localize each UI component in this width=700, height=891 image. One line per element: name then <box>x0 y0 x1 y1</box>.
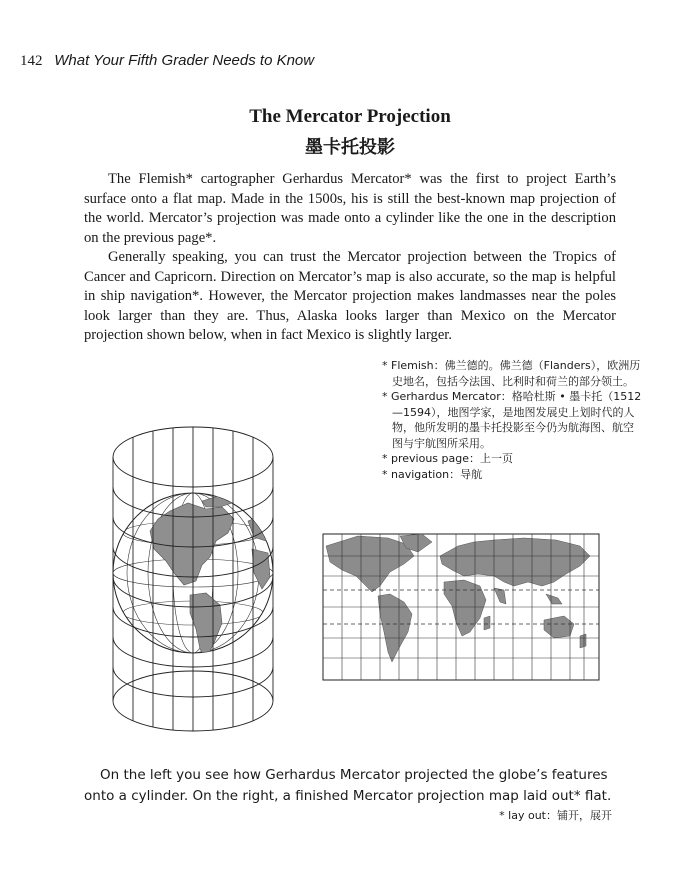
paragraph-2: Generally speaking, you can trust the Mercator projection between the Tropics of Cancer and Capricorn. Direction on Mercator’s map is also accurate, so the map is helpful in ship navigation*. However, the Mercator projection makes landmasses near the poles look larger than they are. Thus, Alaska looks larger than Mexico on the Mercator projection shown below, when in fact Mexico is slightly larger. <box>84 249 616 343</box>
body-text <box>84 170 616 346</box>
figure-caption <box>84 765 632 807</box>
section-title: The Mercator Projection <box>249 106 451 127</box>
caption-footnote: * lay out：铺开，展开 <box>499 809 612 822</box>
page-number: 142 <box>20 53 43 69</box>
note-mercator: * Gerhardus Mercator：格哈杜斯 • 墨卡托（1512—1594），地图学家，是地图发展史上划时代的人物，他所发明的墨卡托投影至今仍为航海图、航空图与宇航图所采用。 <box>382 390 642 450</box>
mercator-map-illustration <box>318 532 604 684</box>
vocabulary-notes <box>382 358 644 482</box>
note-flemish: * Flemish：佛兰德的。佛兰德（Flanders），欧洲历史地名，包括今法国、比利时和荷兰的部分领土。 <box>382 359 641 388</box>
caption-text: On the left you see how Gerhardus Mercator projected the globe’s features onto a cylinder. On the right, a finished Mercator projection map laid out* flat. <box>84 767 612 804</box>
note-previous-page: * previous page：上一页 <box>382 452 513 465</box>
book-title: What Your Fifth Grader Needs to Know <box>54 52 315 69</box>
note-navigation: * navigation：导航 <box>382 467 483 481</box>
page-header <box>20 52 314 70</box>
map-grid <box>323 534 599 680</box>
cylinder-globe-illustration <box>110 423 276 735</box>
section-title-chinese: 墨卡托投影 <box>305 137 395 158</box>
paragraph-1: The Flemish* cartographer Gerhardus Mercator* was the first to project Earth’s surface onto a flat map. Made in the 1500s, his is still the best-known map projection of the world. Mercator’s projection was made onto a cylinder like the one in the description on the previous page*. <box>84 171 616 246</box>
